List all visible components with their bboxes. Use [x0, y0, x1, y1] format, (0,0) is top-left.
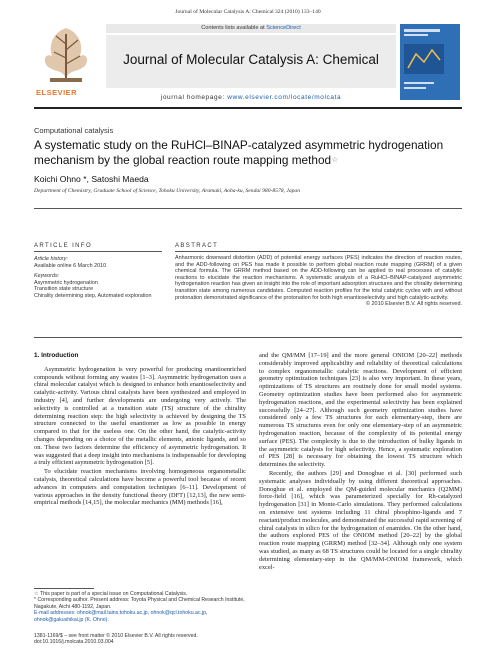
paragraph: To elucidate reaction mechanisms involving homogeneous organometallic catalysts, theoretical calculations have become a powerful tool because of recent advances in computers and computation techniques [6–11]. Development of various approaches in the density functional theory (DFT) [12,13], the new semi-empirical methods [14,15], the molecular mechanics (MM) methods [16],	[34, 468, 246, 507]
authors: Koichi Ohno *, Satoshi Maeda	[34, 174, 149, 184]
right-column	[259, 352, 462, 571]
footnote-special-issue: ☆ This paper is part of a special issue on Computational Catalysis.	[34, 591, 188, 597]
journal-cover-image	[400, 24, 460, 100]
abstract-rule	[175, 251, 462, 252]
article-info	[34, 256, 162, 300]
article-info-heading: ARTICLE INFO	[34, 243, 93, 249]
paragraph: and the QM/MM [17–19] and the more general ONIOM [20–22] methods considerably improved applicability and reliability of theoretical calculations to complex organometallic catalytic reactions. Development of efficient geometry optimization techniques [23] is also very important. In these years, optimizations of TS structures are routinely done for small model systems. Geometry optimization studies have been performed also for asymmetric hydrogenation reactions, and the experimental selectivity has been explained successfully [24–27]. Although such geometry optimization studies have considered only a few TS structures for each elementary-step, there are numerous TS structures even for only one elementary-step of an asymmetric hydrogenation reaction, because of the complexity of its potential energy surface (PES). The complexity is due to the introduction of bulky ligands in the asymmetric catalysts for high selectivity. Hence, a systematic exploration of PES [28] is necessary for obtaining the lowest TS structure which determines the selectivity.	[259, 352, 462, 469]
footnote-corresponding-author: * Corresponding author. Present address: Toyota Physical and Chemical Research Institute, Nagakute, Aichi 480-1192, Japan.	[34, 597, 245, 610]
elsevier-wordmark: ELSEVIER	[36, 88, 78, 97]
journal-title: Journal of Molecular Catalysis A: Chemical	[123, 52, 379, 67]
contents-band	[106, 24, 396, 33]
footnote-email[interactable]: E-mail addresses: ohnok@mail.tains.tohoku.ac.jp, ohnok@qcl.tohoku.ac.jp, ohnok@gakushikai.jp (K. Ohno).	[34, 610, 208, 623]
abstract-body	[175, 255, 462, 308]
issn-line: 1381-1169/$ – see front matter © 2010 Elsevier B.V. All rights reserved.	[34, 633, 198, 639]
history-value: Available online 6 March 2010	[34, 262, 107, 269]
abstract-copyright: © 2010 Elsevier B.V. All rights reserved.	[366, 301, 462, 308]
paragraph: Asymmetric hydrogenation is very powerful for producing enantioenriched compounds without forming any wastes [1–3]. Asymmetric hydrogenation uses a chiral molecular catalyst which is designed to enhance both enantioselectivity and catalytic-activity. Various chiral catalysts have been synthesized and employed in industry [4], and further developments are undergoing very actively. The selectivity is controlled at a transition state (TS) structure of the chirality determining reaction step: the high selectivity is achieved by designing the TS structure connected to the useful enantiomer as low as possible in energy compared to that for the useless one. On the other hand, the catalytic-activity changes depending on a choice of the metallic elements, anionic ligands, and so on. These two factors determine the efficiency of asymmetric hydrogenation. It was suggested that a deep insight into mechanisms is indispensable for developing a truly efficient asymmetric hydrogenation [5].	[34, 365, 246, 467]
journal-homepage	[106, 94, 396, 101]
article-title-text: A systematic study on the RuHCl–BINAP-catalyzed asymmetric hydrogenation mechanism by the global reaction route mapping method	[34, 138, 444, 167]
keyword: Chirality determining step, Automated exploration	[34, 292, 152, 299]
history-label: Article history:	[34, 256, 68, 262]
paragraph: Recently, the authors [29] and Donoghue et al. [30] performed such systematic analyses individually by using different theoretical approaches. Donoghue et al. employed the QM-guided molecular mechanics (Q2MM) force-field [16], which was parameterized specially for Rh-catalyzed hydrogenation [31] in Monte-Carlo simulations. They performed calculations on extensive test systems including 11 chiral phosphino-ligands and 7 reactant/product molecules, and demonstrated the successful rapid screening of chiral catalysts in silico for the hydrogenation of enamides. On the other hand, the authors explored PES of the ONIOM method [20–22] by the global reaction route mapping (GRRM) method [32–34]. Although only one system was studied, as many as 68 TS structures could be located for a single chirality determining elementary-step in the QM/MM-ONIOM framework, which excel-	[259, 469, 462, 571]
article-info-rule	[34, 251, 162, 252]
keyword: Transition state structure	[34, 286, 94, 293]
footnote-rule	[34, 588, 94, 589]
sciencedirect-link[interactable]: ScienceDirect	[266, 25, 301, 31]
article-title	[34, 138, 474, 168]
title-footnote-mark[interactable]: ☆	[331, 154, 339, 164]
footnotes	[34, 591, 246, 623]
abstract-heading: ABSTRACT	[175, 243, 219, 249]
elsevier-logo	[34, 22, 98, 97]
doi-line[interactable]: doi:10.1016/j.molcata.2010.03.004	[34, 639, 114, 646]
section-heading-introduction: 1. Introduction	[34, 352, 79, 359]
article-section: Computational catalysis	[34, 126, 114, 135]
affiliation-rule	[34, 208, 462, 209]
homepage-prefix: journal homepage:	[160, 94, 228, 101]
keyword: Asymmetric hydrogenation	[34, 279, 98, 286]
front-matter	[34, 633, 284, 646]
contents-prefix: Contents lists available at	[201, 25, 267, 31]
left-column	[34, 352, 246, 507]
journal-header	[34, 22, 462, 102]
abstract-text: Anharmonic downward distortion (ADD) of potential energy surfaces (PES) indicates the direction of reaction routes, and the ADD-following on PES has made it possible to perform global reaction route mapping (GRRM) of a given chemical formula. The GRRM method based on the ADD-following can be applied to real processes of catalytic reactions to elucidate the reaction mechanisms. A systematic analysis of a RuHCl–BINAP-catalyzed asymmetric hydrogenation reaction has given an insight into the role of important adsorption structures and the chirality determining transition state among numerous candidates. Computed reaction profiles for the total catalytic cycles with and without protonation demonstrated significance of the protonation for both high enantioselectivity and high catalytic-activity.	[175, 255, 462, 301]
keywords-label: Keywords:	[34, 273, 60, 280]
homepage-link[interactable]: www.elsevier.com/locate/molcata	[227, 94, 342, 101]
affiliation: Department of Chemistry, Graduate School of Science, Tohoku University, Aramaki, Aoba-ku, Sendai 980-8578, Japan	[34, 188, 301, 194]
abstract-bottom-rule	[34, 337, 462, 338]
journal-reference: Journal of Molecular Catalysis A: Chemical 324 (2010) 133–140	[175, 9, 321, 15]
header-rule	[34, 107, 462, 109]
